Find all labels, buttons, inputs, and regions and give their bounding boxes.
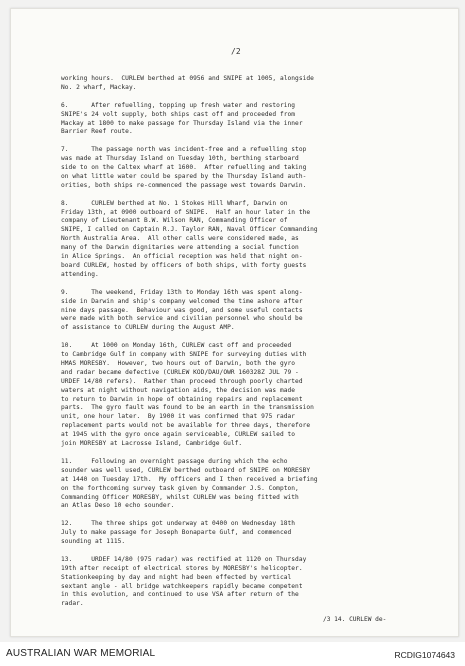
paragraph-10: 10. At 1000 on Monday 16th, CURLEW cast off and proceeded to Cambridge Gulf in company with SNIPE for surveying duties with HMAS MORESBY. However, two hours out of Darwin, both the gyro and radar became defective (CURLEW KOD/DAU/OWR 160328Z JUL 79 - URDEF 14/80 refers). Rather than proceed through poorly charted waters at night without navigation aids, the decision was made to return to Darwin in hope of obtaining repairs and replacement parts. The gyro fault was found to be an earth in the transmission unit, one hour later. By 1900 it was confirmed that 975 radar replacement parts would not be available for three days, therefore at 1945 with the gyro once again serviceable, CURLEW sailed to join MORESBY at Lacrosse Island, Cambridge Gulf. (61, 342, 314, 448)
paragraph-11: 11. Following an overnight passage during which the echo sounder was well used, CURLEW berthed outboard of SNIPE on MORESBY at 1440 on Tuesday 17th. My officers and I then received a briefing on the forthcoming survey task given by Commander J.S. Compton, Commanding Officer MORESBY, whilst CURLEW was being fitted with an Atlas Deso 10 echo sounder. (61, 457, 318, 510)
paragraph-continued: working hours. CURLEW berthed at 0956 and SNIPE at 1005, alongside No. 2 wharf, Mackay. (61, 75, 314, 91)
paragraph-6: 6. After refuelling, topping up fresh water and restoring SNIPE's 24 volt supply, both ships cast off and proceeded from Mackay at 1800 to make passage for Thursday Island via the inner Barrier Reef route. (61, 101, 303, 136)
paragraph-13: 13. URDEF 14/80 (975 radar) was rectified at 1120 on Thursday 19th after receipt of electrical stores by MORESBY's helicopter. Stationkeeping by day and night had been effected by vertical sextant angle - all bridge watchkeepers rapidly became competent in this evolution, and continued to use VSA after return of the radar. (61, 555, 307, 608)
paragraph-12: 12. The three ships got underway at 0400 on Wednesday 18th July to make passage for Joseph Bonaparte Gulf, and commenced sounding at 1115. (61, 520, 296, 546)
page-number: /2 (231, 47, 241, 56)
document-page (10, 8, 459, 637)
record-id: RCDIG1074643 (394, 650, 455, 660)
paragraph-7: 7. The passage north was incident-free and a refuelling stop was made at Thursday Island on Tuesday 10th, berthing starboard side to on the Caltex wharf at 1600. After refuelling and taking on what little water could be spared by the Thursday Island auth- orities, both ships re-commenced the passage west towards Darwin. (61, 146, 307, 189)
continuation-marker: /3 14. CURLEW de- (323, 616, 387, 623)
report-body (61, 75, 441, 618)
paragraph-9: 9. The weekend, Friday 13th to Monday 16th was spent along- side in Darwin and ship's company welcomed the time ashore after nine days passage. Behaviour was good, and some useful contacts were made with both service and civilian personnel who should be of assistance to CURLEW during the August AMP. (61, 288, 303, 332)
institution-label: AUSTRALIAN WAR MEMORIAL (6, 648, 156, 659)
paragraph-8: 8. CURLEW berthed at No. 1 Stokes Hill Wharf, Darwin on Friday 13th, at 0900 outboard of SNIPE. Half an hour later in the company of Lieutenant B.W. Wilson RAN, Commanding Officer of SNIPE, I called on Captain R.J. Taylor RAN, Naval Officer Commanding North Australia Area. All other calls were considered made, as many of the Darwin dignitaries were attending a social function in Alice Springs. An official reception was held that night on- board CURLEW, hosted by officers of both ships, with forty guests attending. (61, 199, 318, 278)
